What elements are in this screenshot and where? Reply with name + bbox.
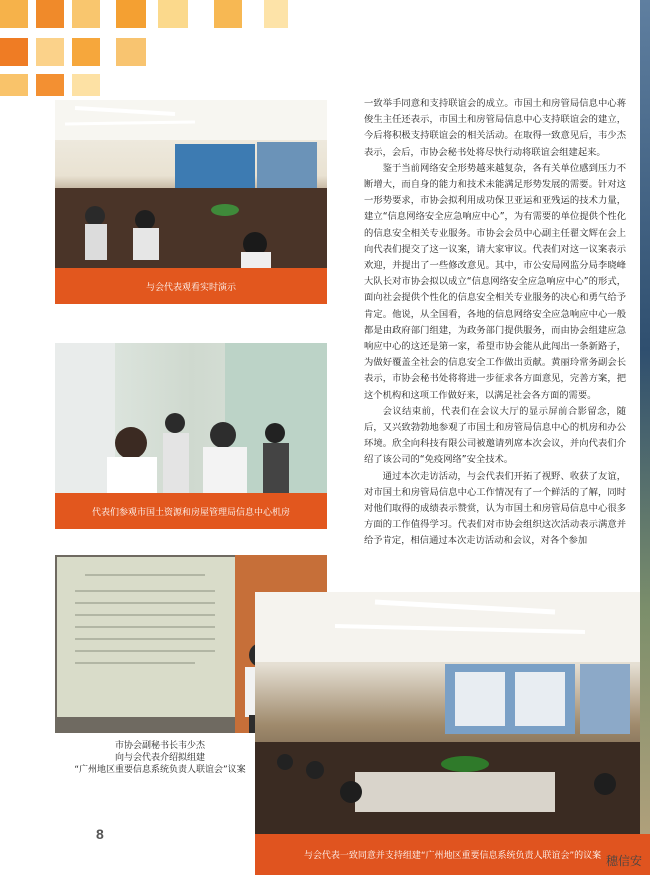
caption-text: 与会代表一致同意并支持组建“广州地区重要信息系统负责人联谊会”的议案 xyxy=(303,851,602,861)
publication-logo: 穗信安 xyxy=(605,854,642,868)
article-paragraph: 通过本次走访活动，与会代表们开拓了视野、收获了友谊，对市国土和房管局信息中心工作情况有了一个鲜活的了解，同时对他们取得的成绩表示赞赏，认为市国土和房管局信息中心很多方面的工作值得学习。代表们对市协会组织这次活动表示满意并给予肯定，相信通过本次走访活动和会议，对各个参加 xyxy=(364,470,626,547)
photo-demo-viewing xyxy=(55,100,327,268)
photo-caption-speaker xyxy=(60,740,260,776)
caption-line: “广州地区重要信息系统负责人联谊会”议案 xyxy=(74,765,246,775)
caption-line: 市协会副秘书长韦少杰 xyxy=(114,741,205,751)
article-paragraph: 鉴于当前网络安全形势越来越复杂，各有关单位感到压力不断增大，而自身的能力和技术未能满足形势发展的需要。针对这一形势要求，市协会拟利用成功保卫亚运和亚残运的技术力量，建立“信息网络安全应急响应中心”，为有需要的单位提供个性化的信息安全相关专业服务。市协会会员中心副主任翟文辉在会上向代表们提交了这一议案，请大家审议。代表们对这一议案表示欢迎，并提出了一些修改意见。其中，市公安局网监分局李晓峰大队长对市协会拟以成立“信息网络安全应急响应中心”的形式，面向社会提供个性化的信息安全相关专业服务的决心和勇气给予肯定。他说，从全国看，各地的信息网络安全应急响应中心一般都是由政府部门组建，为政务部门提供服务，而由协会组建应急响应中心的这还是第一家，希望市协会能从此闯出一条新路子，为做好覆盖全社会的信息安全工作做出贡献。黄丽玲常务副会长表示，市协会秘书处将将进一步征求各方面意见，完善方案，把这个机构和这项工作做好来，以满足社会各方面的需要。 xyxy=(364,162,626,401)
photo-caption xyxy=(55,493,327,529)
article-paragraph: 会议结束前，代表们在会议大厅的显示屏前合影留念，随后，又兴致勃勃地参观了市国土和房管局信息中心的机房和办公环境。欣全向科技有限公司被邀请列席本次会议，并向代表们介绍了该公司的“免疫网络”安全技术。 xyxy=(364,405,626,466)
page-number: 8 xyxy=(96,826,104,842)
photo-meeting-hall xyxy=(255,592,640,834)
caption-text: 与会代表观看实时演示 xyxy=(145,282,236,293)
caption-line: 向与会代表介绍拟组建 xyxy=(114,753,205,763)
photo-server-room-visit xyxy=(55,343,327,493)
photo-server-room-illustration xyxy=(55,343,327,493)
photo-meeting-illustration xyxy=(255,592,640,834)
article-paragraph: 一致举手同意和支持联谊会的成立。市国土和房管局信息中心蒋俊生主任还表示，市国土和房管局信息中心支持联谊会的建立，今后将积极支持联谊会的相关活动。在取得一致意见后，韦少杰表示，会后，市协会秘书处将尽快行动将联谊会组建起来。 xyxy=(364,98,626,158)
caption-text: 代表们参观市国土资源和房屋管理局信息中心机房 xyxy=(91,507,290,518)
right-edge-photo-strip xyxy=(640,0,650,875)
article-body xyxy=(364,96,626,550)
photo-demo-viewing-illustration xyxy=(55,100,327,268)
photo-caption xyxy=(55,268,327,304)
photo-caption-bar xyxy=(255,834,650,875)
